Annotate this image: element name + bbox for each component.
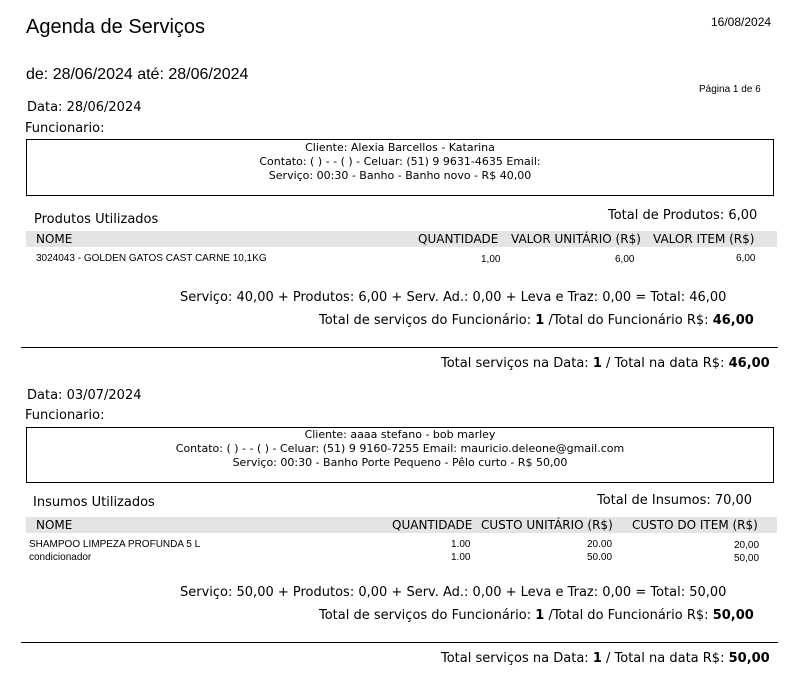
contact-line: Contato: ( ) - - ( ) - Celuar: (51) 9 9160-7255 Email: mauricio.deleone@gmail.com [175, 442, 625, 455]
date-label: Data: [27, 100, 63, 115]
employee-label: Funcionario: [25, 408, 105, 423]
row-unit-value: 6,00 [615, 254, 635, 265]
date-total-label: Total serviços na Data: [441, 651, 589, 666]
row-quantity: 1.00 [451, 539, 471, 550]
row-name: 3024043 - GOLDEN GATOS CAST CARNE 10,1KG [36, 253, 267, 264]
date-total [441, 651, 770, 666]
section-date [27, 388, 142, 403]
col-item-value: VALOR ITEM (R$) [653, 232, 755, 246]
col-item-cost: CUSTO DO ITEM (R$) [632, 518, 758, 532]
employee-total-value: 50,00 [712, 608, 754, 623]
date-total-value-label: / Total na data R$: [606, 651, 725, 666]
employee-total-label: Total de serviços do Funcionário: [319, 608, 532, 623]
date-total-value: 50,00 [728, 651, 770, 666]
employee-label: Funcionario: [25, 121, 105, 136]
employee-total [319, 608, 754, 623]
appointment-box [26, 427, 774, 483]
employee-total-label: Total de serviços do Funcionário: [319, 313, 532, 328]
col-quantity: QUANTIDADE [418, 232, 499, 246]
service-summary: Serviço: 50,00 + Produtos: 0,00 + Serv. Ad.: 0,00 + Leva e Traz: 0,00 = Total: 50,00 [180, 585, 727, 600]
employee-total-count: 1 [535, 313, 545, 328]
client-line: Cliente: aaaa stefano - bob marley [304, 428, 496, 441]
row-quantity: 1.00 [451, 552, 471, 563]
employee-total-value-label: /Total do Funcionário R$: [548, 608, 709, 623]
col-quantity: QUANTIDADE [392, 518, 473, 532]
date-label: Data: [27, 388, 63, 403]
appointment-box [26, 139, 774, 196]
report-period: de: 28/06/2024 até: 28/06/2024 [26, 66, 249, 83]
service-line: Serviço: 00:30 - Banho - Banho novo - R$ 40,00 [268, 169, 532, 182]
row-name: SHAMPOO LIMPEZA PROFUNDA 5 L [29, 539, 201, 550]
divider [21, 642, 778, 643]
print-date: 16/08/2024 [711, 15, 772, 29]
items-total: Total de Insumos: 70,00 [597, 493, 753, 508]
row-item-value: 6,00 [736, 253, 756, 264]
divider [21, 347, 778, 348]
items-total: Total de Produtos: 6,00 [608, 208, 758, 223]
client-line: Cliente: Alexia Barcellos - Katarina [305, 141, 495, 154]
date-value: 03/07/2024 [66, 388, 142, 403]
date-total-value-label: / Total na data R$: [606, 356, 725, 371]
date-total-count: 1 [592, 651, 602, 666]
employee-total [319, 313, 754, 328]
employee-total-value: 46,00 [712, 313, 754, 328]
col-unit-value: VALOR UNITÁRIO (R$) [511, 232, 641, 246]
row-unit-cost: 20.00 [587, 539, 613, 550]
date-total-value: 46,00 [728, 356, 770, 371]
items-title: Insumos Utilizados [33, 495, 155, 510]
date-total [441, 356, 770, 371]
col-name: NOME [36, 518, 73, 532]
col-unit-cost: CUSTO UNITÁRIO (R$) [481, 518, 613, 532]
service-summary: Serviço: 40,00 + Produtos: 6,00 + Serv. Ad.: 0,00 + Leva e Traz: 0,00 = Total: 46,00 [180, 290, 727, 305]
row-name: condicionador [29, 552, 92, 563]
date-total-count: 1 [592, 356, 602, 371]
date-total-label: Total serviços na Data: [441, 356, 589, 371]
date-value: 28/06/2024 [66, 100, 142, 115]
table-header [26, 517, 777, 533]
row-item-cost: 50,00 [734, 553, 760, 564]
row-item-cost: 20,00 [734, 540, 760, 551]
contact-line: Contato: ( ) - - ( ) - Celuar: (51) 9 9631-4635 Email: [259, 155, 541, 168]
row-unit-cost: 50.00 [587, 552, 613, 563]
employee-total-value-label: /Total do Funcionário R$: [548, 313, 709, 328]
row-quantity: 1,00 [481, 254, 501, 265]
col-name: NOME [36, 232, 73, 246]
items-title: Produtos Utilizados [34, 212, 159, 227]
service-line: Serviço: 00:30 - Banho Porte Pequeno - Pêlo curto - R$ 50,00 [232, 456, 568, 469]
section-date [27, 100, 142, 115]
report-title: Agenda de Serviços [26, 16, 206, 38]
page-number: Página 1 de 6 [699, 84, 761, 95]
employee-total-count: 1 [535, 608, 545, 623]
table-header [26, 231, 777, 247]
